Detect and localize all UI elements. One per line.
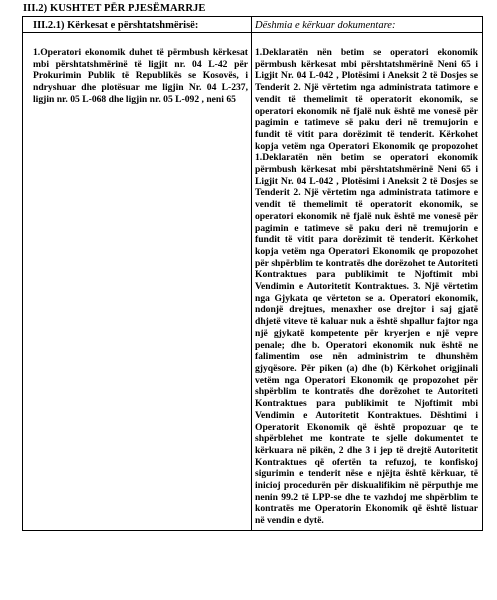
right-column-header: Dëshmia e kërkuar dokumentare:	[252, 17, 482, 33]
section-title: III.2) KUSHTET PËR PJESËMARRJE	[23, 3, 206, 14]
document-page	[22, 2, 482, 531]
left-column-header: III.2.1) Kërkesat e përshtatshmërisë:	[23, 17, 251, 33]
right-column	[252, 17, 483, 531]
requirements-table	[22, 16, 483, 531]
left-column	[23, 17, 252, 531]
table-row	[23, 17, 483, 531]
documentary-evidence-text: 1.Deklaratën nën betim se operatori ekonomik përmbush kërkesat mbi përshtatshmërinë Neni 65 i Ligjit Nr. 04 L-042 , Plotësimi i Aneksit 2 të Dosjes se Tenderit 2. Një vërtetim nga administrata tatimore e vendit të themelimit të operatorit ekonomik, se operatori ekonomik në fjalë nuk është me vonesë për pagimin e tatimeve së paku deri në tremujorin e fundit të vitit para dorëzimit të tenderit. Kërkohet kopja vetëm nga Operatori Ekonomik qe propozohet 1.Deklaratën nën betim se operatori ekonomik përmbush kërkesat mbi përshtatshmërinë Neni 65 i Ligjit Nr. 04 L-042 , Plotësimi i Aneksit 2 të Dosjes se Tenderit 2. Një vërtetim nga administrata tatimore e vendit të themelimit të operatorit ekonomik, se operatori ekonomik në fjalë nuk është me vonesë për pagimin e tatimeve së paku deri në tremujorin e fundit të vitit para dorëzimit të tenderit. Kërkohet kopja vetëm nga Operatori Ekonomik qe propozohet për shpërblim te kontratës dhe dorëzohet te Autoriteti Kontraktues para publikimit te Njoftimit mbi Vendimin e Autoritetit Kontraktues. 3. Një vërtetim nga Gjykata qe vërteton se a. Operatori ekonomik, ndonjë drejtues, menaxher ose drejtor i saj gjatë dhjetë viteve të kaluar nuk a është shpallur fajtor nga një gjykatë kompetente për kryerjen e një vepre penale; dhe b. Operatori ekonomik nuk është ne falimentim ose nën administrim te dhunshëm gjyqësore. Për piken (a) dhe (b) Kërkohet origjinali vetëm nga Operatori Ekonomik qe propozohet për shpërblim te kontratës dhe dorëzohet te Autoriteti Kontraktues para publikimit te Njoftimit mbi Vendimin e Autoritetit Kontraktues. Dështimi i Operatorit Ekonomik që është propozuar qe te shpërblehet me kontrate te sjelle dokumentet te kërkuara në pikën, 2 dhe 3 i jep të drejtë Autoritetit Kontraktues që ofertën ta refuzoj, te konfiskoj sigurimin e tenderit nëse e njëjta është kërkuar, të inicioj procedurën për diskualifikim në përputhje me nenin 99.2 të LPP-se dhe te vazhdoj me shpërblim te kontratës me Operatorin Ekonomik që është listuar në vendin e dytë.	[255, 47, 478, 527]
eligibility-requirements-text: 1.Operatori ekonomik duhet të përmbush kërkesat mbi përshtatshmërinë të ligjit nr. 04 L-42 për Prokurimin Publik të Republikës se Kosovës, i ndryshuar dhe plotësuar me ligjin Nr. 04 L-237, ligjin nr. 05 L-068 dhe ligjin nr. 05 L-092 , neni 65	[33, 47, 248, 105]
